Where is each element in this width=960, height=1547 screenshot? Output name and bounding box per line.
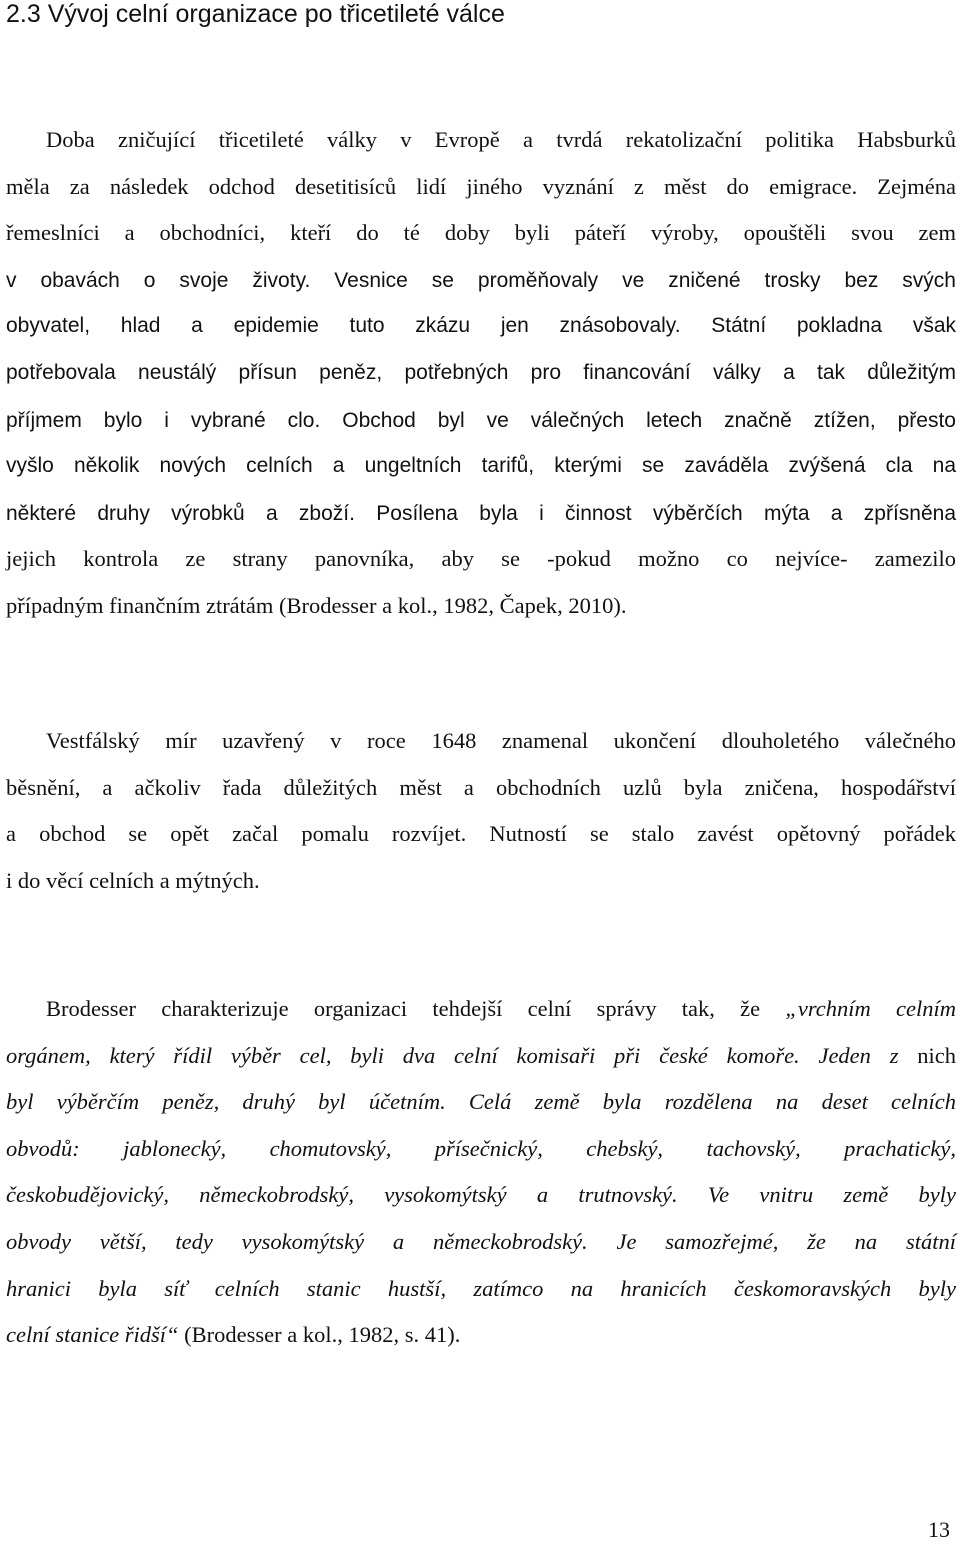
page-number: 13 <box>928 1517 950 1542</box>
text-line: Doba zničující třicetileté války v Evropě a tvrdá rekatolizační politika Habsburků <box>46 127 956 152</box>
text-line: obyvatel, hlad a epidemie tuto zkázu jen znásobovaly. Státní pokladna však <box>6 314 957 338</box>
text-line: byl výběrčím peněz, druhý byl účetním. Celá země byla rozdělena na deset celních <box>6 1089 956 1115</box>
text-line: orgánem, který řídil výběr cel, byli dva celní komisaři při české komoře. Jeden z nich <box>6 1042 956 1068</box>
text-line: i do věcí celních a mýtných. <box>6 867 260 893</box>
text-line: českobudějovický, německobrodský, vysokomýtský a trutnovský. Ve vnitru země byly <box>6 1182 956 1208</box>
text-line: řemeslníci a obchodníci, kteří do té doby byli páteří výroby, opouštěli svou zem <box>6 220 956 246</box>
text-line: jejich kontrola ze strany panovníka, aby se -pokud možno co nejvíce- zamezilo <box>6 546 956 572</box>
section-heading: 2.3 Vývoj celní organizace po třicetileté válce <box>6 0 505 28</box>
paragraph-brodesser-quote <box>6 986 956 1359</box>
quote-start: „vrchním celním <box>785 996 956 1021</box>
citation: (Brodesser a kol., 1982, s. 41). <box>178 1322 461 1348</box>
paragraph-westphalian-peace <box>6 718 956 904</box>
text-line: vyšlo několik nových celních a ungeltních tarifů, kterými se zaváděla zvýšená cla na <box>6 454 956 478</box>
text-line: měla za následek odchod desetitisíců lidí jiného vyznání z měst do emigrace. Zejména <box>6 173 956 199</box>
text-line <box>6 1312 956 1359</box>
text-line: obvody větší, tedy vysokomýtský a německobrodský. Je samozřejmé, že na státní <box>6 1228 956 1254</box>
paragraph-war-consequences <box>6 117 956 630</box>
text-line: Vestfálský mír uzavřený v roce 1648 znamenal ukončení dlouholetého válečného <box>46 728 956 753</box>
text-line: Brodesser charakterizuje organizaci tehdejší celní správy tak, že „vrchním celním <box>46 996 956 1021</box>
text-line: v obavách o svoje životy. Vesnice se proměňovaly ve zničené trosky bez svých <box>6 268 956 292</box>
text-line: potřebovala neustálý přísun peněz, potřebných pro financování války a tak důležitým <box>6 360 956 384</box>
text-line: příjmem bylo i vybrané clo. Obchod byl ve válečných letech značně ztížen, přesto <box>6 408 956 432</box>
text-line: případným finančním ztrátám (Brodesser a kol., 1982, Čapek, 2010). <box>6 592 627 618</box>
text-line: obvodů: jablonecký, chomutovský, přísečnický, chebský, tachovský, prachatický, <box>6 1135 956 1161</box>
text-line: běsnění, a ačkoliv řada důležitých měst a obchodních uzlů byla zničena, hospodářství <box>6 774 956 800</box>
text-line: a obchod se opět začal pomalu rozvíjet. Nutností se stalo zavést opětovný pořádek <box>6 821 956 847</box>
quote-end: celní stanice řidší“ <box>6 1322 179 1348</box>
text-line: hranici byla síť celních stanic hustší, zatímco na hranicích českomoravských byly <box>6 1275 956 1301</box>
text-line: některé druhy výrobků a zboží. Posílena byla i činnost výběrčích mýta a zpřísněna <box>6 501 956 525</box>
